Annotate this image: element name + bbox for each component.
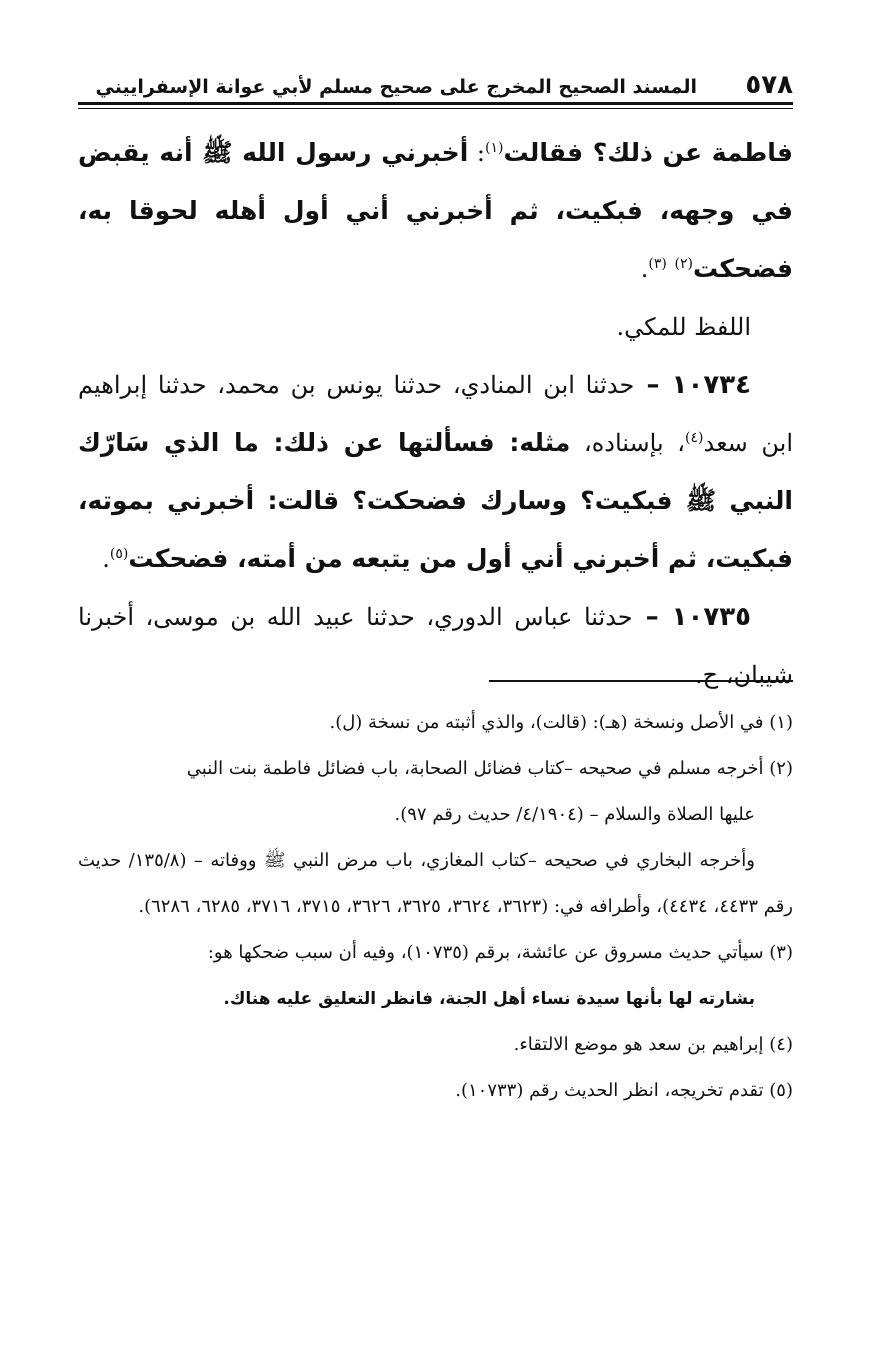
footnote-ref: (١) <box>485 140 504 156</box>
hadith-number: ١٠٧٣٤ <box>671 370 751 400</box>
footnote-ref: (٣) <box>648 256 667 272</box>
page-content <box>78 62 793 1342</box>
hadith-number: ١٠٧٣٥ <box>671 602 751 632</box>
page-number: ٥٧٨ <box>745 70 793 100</box>
footnote-5: (٥) تقدم تخريجه، انظر الحديث رقم (١٠٧٣٣). <box>455 1080 793 1101</box>
hadith-dash: – <box>634 370 672 400</box>
plain-text: حدثنا ابن المنادي، حدثنا يونس بن محمد، حدثنا إبراهيم ابن سعد <box>78 371 793 457</box>
header-rule-thick <box>78 102 793 105</box>
footnote-ref: (٤) <box>685 430 704 446</box>
footnote-3: (٣) سيأتي حديث مسروق عن عائشة، برقم (١٠٧٣٥)، وفيه أن سبب ضحكها هو: <box>207 942 793 963</box>
hadith-dash: – <box>632 602 672 632</box>
footnote-ref: (٥) <box>109 546 129 562</box>
bold-text: مثله: فسألتها عن ذلك: ما الذي سَارّك النبي ﷺ فبكيت؟ وسارك فضحكت؟ قالت: أخبرني بموته، فبكيت، ثم أخبرني أني أول من يتبعه من أمته، فضحكت <box>78 428 793 573</box>
footnote-2-additional: وأخرجه البخاري في صحيحه –كتاب المغازي، باب مرض النبي ﷺ ووفاته – (١٣٥/٨/ حديث رقم ٤٤٣٣، ٤٤٣٤)، وأطرافه في: (٣٦٢٣، ٣٦٢٤، ٣٦٢٥، ٣٦٢٦، ٣٧١٥، ٣٧١٦، ٦٢٨٥، ٦٢٨٦). <box>78 850 793 917</box>
footnotes <box>78 700 793 1114</box>
footnote-separator <box>489 680 793 682</box>
bold-text: أخبرني رسول الله ﷺ أنه يقبض في وجهه، فبكيت، ثم أخبرني أني أول أهله لحوقا به، فضحكت <box>78 138 793 283</box>
plain-text: . <box>102 545 110 573</box>
running-title: المسند الصحيح المخرج على صحيح مسلم لأبي عوانة الإسفراييني <box>95 76 697 98</box>
page-header <box>78 62 793 106</box>
footnote-ref: (٢) <box>674 256 693 272</box>
plain-text: . <box>640 255 649 283</box>
hadith-10735 <box>78 588 793 704</box>
footnote-1: (١) في الأصل ونسخة (هـ): (قالت)، والذي أثبته من نسخة (ل). <box>329 712 793 733</box>
bold-text: فاطمة عن ذلك؟ فقالت <box>503 138 794 167</box>
plain-text: : <box>468 139 485 167</box>
hadith-10734 <box>78 356 793 588</box>
footnote-4: (٤) إبراهيم بن سعد هو موضع الالتقاء. <box>513 1034 793 1055</box>
main-text <box>78 124 793 704</box>
footnote-3-continuation: بشارته لها بأنها سيدة نساء أهل الجنة، فانظر التعليق عليه هناك. <box>223 989 755 1009</box>
plain-text: حدثنا عباس الدوري، حدثنا عبيد الله بن موسى، أخبرنا شيبان، ح. <box>78 603 793 689</box>
paragraph-note: اللفظ للمكي. <box>616 313 751 341</box>
header-rule-thin <box>78 108 793 109</box>
footnote-2-continuation: عليها الصلاة والسلام – (٤/١٩٠٤/ حديث رقم ٩٧). <box>394 804 755 825</box>
plain-text: ، بإسناده، <box>570 429 686 457</box>
paragraph-continuation <box>78 124 793 298</box>
footnote-2: (٢) أخرجه مسلم في صحيحه –كتاب فضائل الصحابة، باب فضائل فاطمة بنت النبي <box>186 758 793 779</box>
